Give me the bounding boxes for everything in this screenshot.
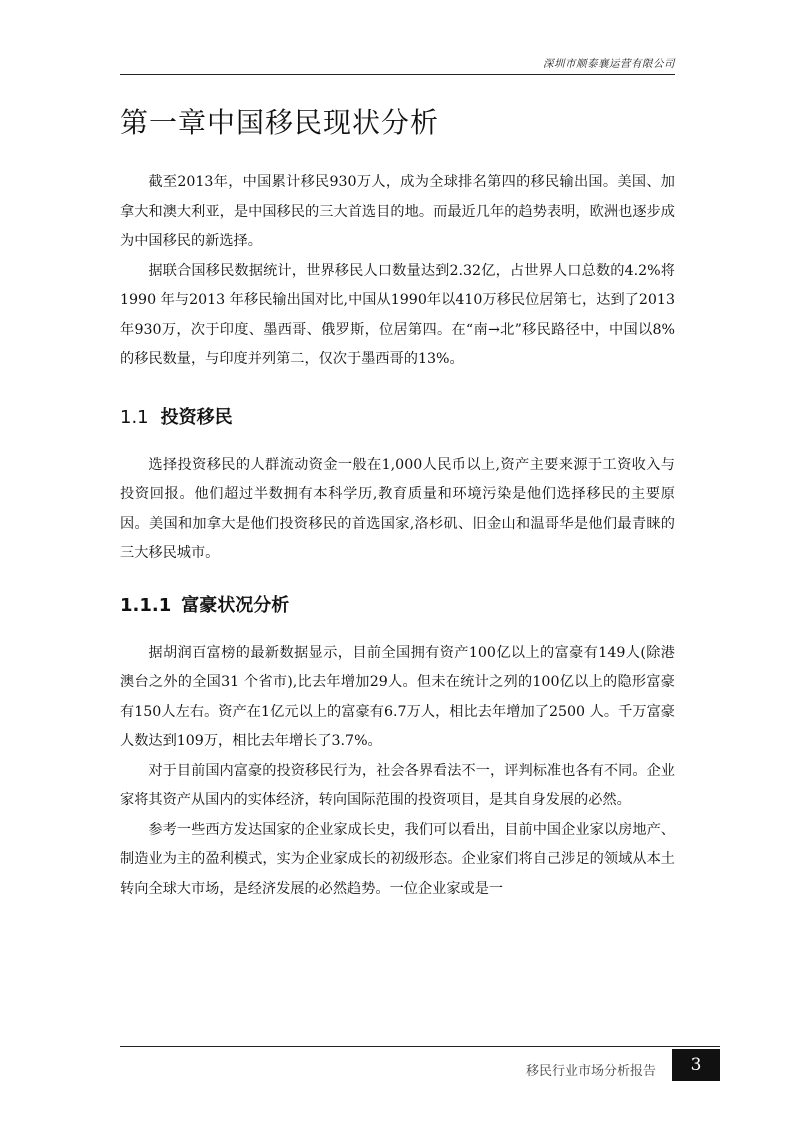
subsection-number: 1.1.1	[120, 594, 172, 616]
paragraph: 据联合国移民数据统计，世界移民人口数量达到2.32亿，占世界人口总数的4.2%将1990 年与2013 年移民输出国对比,中国从1990年以410万移民位居第七，达到了2013年930万，次于印度、墨西哥、俄罗斯，位居第四。在“南→北”移民路径中，中国以8%的移民数量，与印度并列第二，仅次于墨西哥的13%。	[120, 262, 675, 367]
subsection-heading	[120, 593, 675, 619]
chapter-title: 第一章中国移民现状分析	[120, 106, 440, 139]
paragraph: 截至2013年，中国累计移民930万人，成为全球排名第四的移民输出国。美国、加拿大和澳大利亚，是中国移民的三大首选目的地。而最近几年的趋势表明，欧洲也逐步成为中国移民的新选择。	[120, 174, 675, 249]
paragraph: 选择投资移民的人群流动资金一般在1,000人民币以上,资产主要来源于工资收入与投资回报。他们超过半数拥有本科学历,教育质量和环境污染是他们选择移民的主要原因。美国和加拿大是他们投资移民的首选国家,洛杉矶、旧金山和温哥华是他们最青睐的三大移民城市。	[120, 456, 675, 561]
page-footer	[120, 1046, 720, 1081]
section-title: 投资移民	[160, 406, 233, 428]
page-header	[120, 52, 675, 75]
paragraph: 参考一些西方发达国家的企业家成长史，我们可以看出，目前中国企业家以房地产、制造业为主的盈利模式，实为企业家成长的初级形态。企业家们将自己涉足的领域从本土转向全球大市场，是经济发展的必然趋势。一位企业家或是一	[120, 821, 675, 897]
paragraph: 据胡润百富榜的最新数据显示，目前全国拥有资产100亿以上的富豪有149人(除港澳台之外的全国31 个省市),比去年增加29人。但未在统计之列的100亿以上的隐形富豪有150人左右。资产在1亿元以上的富豪有6.7万人，相比去年增加了2500 人。千万富豪人数达到109万，相比去年增长了3.7%。	[120, 644, 675, 749]
page-number: 3	[672, 1049, 720, 1081]
subsection-title: 富豪状况分析	[181, 594, 290, 616]
page-content	[120, 95, 675, 904]
section-heading	[120, 405, 675, 431]
paragraph: 对于目前国内富豪的投资移民行为，社会各界看法不一，评判标准也各有不同。企业家将其资产从国内的实体经济，转向国际范围的投资项目，是其自身发展的必然。	[120, 762, 675, 808]
section-number: 1.1	[120, 406, 149, 428]
header-company-name: 深圳市顺泰襄运营有限公司	[543, 58, 675, 70]
footer-report-title: 移民行业市场分析报告	[525, 1064, 656, 1079]
